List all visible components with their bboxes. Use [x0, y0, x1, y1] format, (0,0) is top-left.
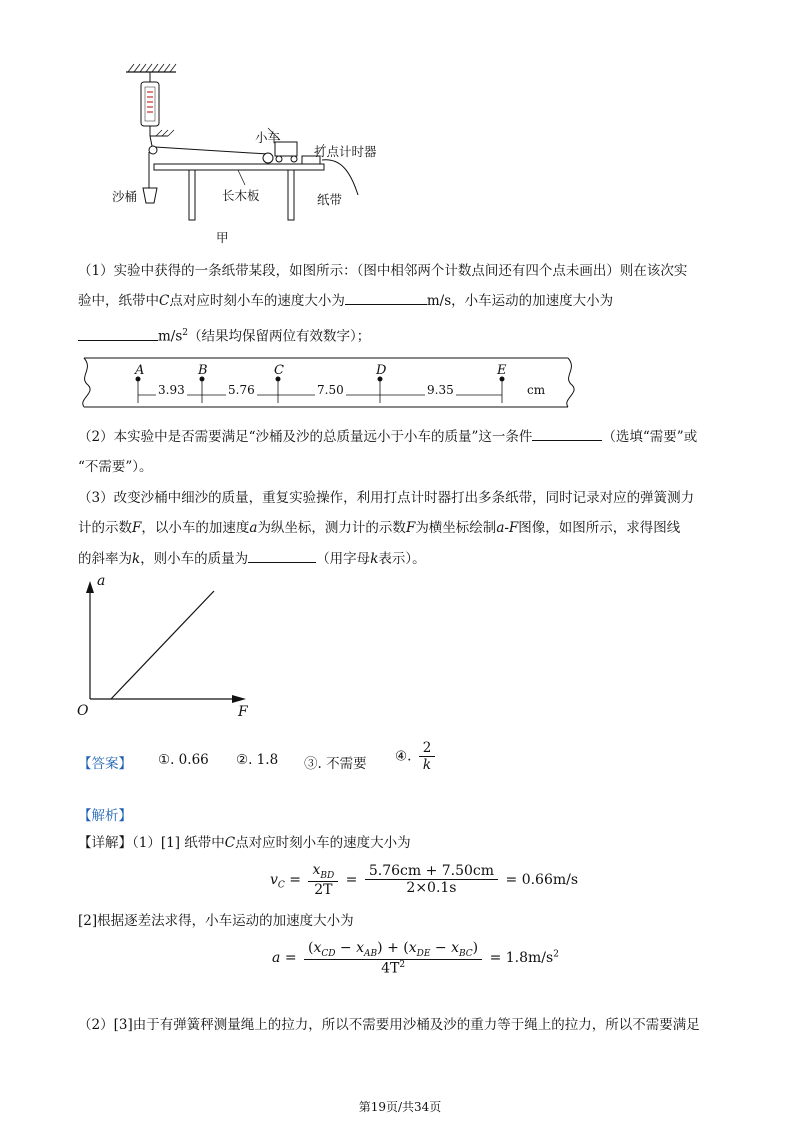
tape-seg-bc: 5.76: [228, 383, 255, 397]
q3-line2: 计的示数F，以小车的加速度a为纵坐标，测力计的示数F为横坐标绘制a-F图像，如图所示，求得图线: [78, 520, 681, 536]
q3-line3: 的斜率为k，则小车的质量为 （用字母k表示）。: [78, 548, 728, 570]
graph-y-label: a: [97, 573, 106, 589]
q2-line2: “不需要”）。: [78, 459, 153, 475]
answer-blank-2[interactable]: [78, 326, 158, 341]
figure-caption: 甲: [216, 230, 229, 245]
q2-line1: （2）本实验中是否需要满足“沙桶及沙的总质量远小于小车的质量”这一条件 （选填“需要”或: [78, 426, 728, 448]
analysis-tag: 【解析】: [78, 808, 132, 824]
tape-point-b: B: [198, 363, 208, 378]
answer-4: ④. $\frac{2}{k}$: [395, 740, 438, 773]
tape-seg-cd: 7.50: [317, 383, 344, 397]
graph-origin: O: [77, 703, 89, 719]
tape-point-e: E: [497, 363, 507, 378]
label-bucket: 沙桶: [112, 189, 138, 204]
tape-unit: cm: [527, 383, 546, 397]
tape-point-a: A: [135, 363, 145, 378]
answer-blank-3[interactable]: [532, 426, 602, 441]
formula-velocity: $v_C$ = $\frac{x_{BD}}{2T}$ = $\frac{5.76cm + 7.50cm}{2\times 0.1s}$ = 0.66m/s: [270, 862, 579, 898]
answer-2: ②. 1.8: [236, 752, 279, 768]
answer-1: ①. 0.66: [158, 752, 209, 768]
detail-line3: （2）[3]由于有弹簧秤测量绳上的拉力，所以不需要用沙桶及沙的重力等于绳上的拉力，所以不需要满足: [78, 1017, 700, 1033]
q3-line1: （3）改变沙桶中细沙的质量，重复实验操作，利用打点计时器打出多条纸带，同时记录对应的弹簧测力: [78, 490, 695, 506]
tape-seg-ab: 3.93: [158, 383, 185, 397]
a-f-graph: [80, 575, 260, 715]
detail-line2: [2]根据逐差法求得，小车运动的加速度大小为: [78, 913, 354, 929]
label-tape: 纸带: [317, 192, 343, 207]
label-cart: 小车: [255, 130, 281, 145]
tape-seg-de: 9.35: [427, 383, 454, 397]
label-timer: 打点计时器: [314, 144, 377, 159]
tape-point-c: C: [274, 363, 284, 378]
q1-line1: （1）实验中获得的一条纸带某段，如图所示：（图中相邻两个计数点间还有四个点未画出）则在该次实: [78, 263, 688, 279]
detail-line1: 【详解】（1）[1] 纸带中C点对应时刻小车的速度大小为: [78, 835, 411, 851]
answer-blank-1[interactable]: [345, 290, 427, 305]
tape-point-d: D: [376, 363, 387, 378]
page-number: 第19页/共34页: [358, 1100, 442, 1114]
graph-x-label: F: [238, 704, 248, 720]
q1-line2: 验中，纸带中C点对应时刻小车的速度大小为 m/s，小车运动的加速度大小为: [78, 290, 728, 312]
label-board: 长木板: [222, 188, 260, 203]
answer-3: ③. 不需要: [304, 756, 367, 772]
answer-tag: 【答案】: [78, 756, 132, 772]
graph-line: [111, 591, 214, 699]
tape-points: [136, 377, 505, 382]
q1-line3: $m/s^2$（结果均保留两位有效数字）；: [78, 322, 728, 348]
answer-blank-4[interactable]: [248, 548, 316, 563]
formula-acceleration: a = $\frac{(x_{CD} - x_{AB}) + (x_{DE} - x_{BC})}{4T^2}$ = $1.8m/s^2$: [272, 940, 559, 977]
